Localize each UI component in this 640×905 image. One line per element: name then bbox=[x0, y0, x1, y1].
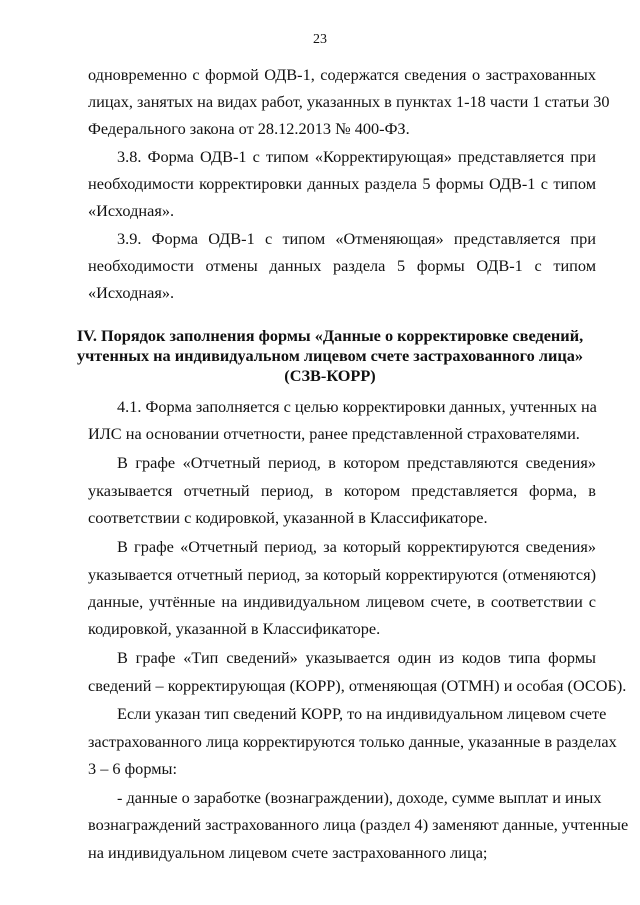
text-line: необходимости отмены данных раздела 5 формы ОДВ-1 с типом bbox=[88, 256, 596, 275]
text-line: Федерального закона от 28.12.2013 № 400-ФЗ. bbox=[88, 119, 410, 138]
text-line: В графе «Отчетный период, в котором представляются сведения» bbox=[117, 453, 596, 472]
text-line: Если указан тип сведений КОРР, то на индивидуальном лицевом счете bbox=[117, 704, 607, 723]
text-line: необходимости корректировки данных раздела 5 формы ОДВ-1 с типом bbox=[88, 174, 596, 193]
text-line: на индивидуальном лицевом счете застрахованного лица; bbox=[88, 843, 488, 862]
text-line: сведений – корректирующая (КОРР), отменяющая (ОТМН) и особая (ОСОБ). bbox=[88, 676, 627, 695]
text-line: «Исходная». bbox=[88, 283, 175, 302]
text-line: данные, учтённые на индивидуальном лицевом счете, в соответствии с bbox=[88, 592, 596, 611]
text-line: указывается отчетный период, за который корректируются (отменяются) bbox=[88, 565, 596, 584]
text-line: - данные о заработке (вознаграждении), доходе, сумме выплат и иных bbox=[117, 788, 602, 807]
section-heading: (СЗВ-КОРР) bbox=[284, 366, 376, 385]
text-line: указывается отчетный период, в котором представляется форма, в bbox=[88, 481, 596, 500]
text-line: одновременно с формой ОДВ-1, содержатся сведения о застрахованных bbox=[88, 65, 596, 84]
text-line: кодировкой, указанной в Классификаторе. bbox=[88, 619, 381, 638]
section-heading: учтенных на индивидуальном лицевом счете застрахованного лица» bbox=[76, 346, 584, 365]
text-line: соответствии с кодировкой, указанной в Классификаторе. bbox=[88, 508, 488, 527]
text-line: ИЛС на основании отчетности, ранее представленной страхователями. bbox=[88, 424, 580, 443]
text-line: вознаграждений застрахованного лица (раздел 4) заменяют данные, учтенные bbox=[88, 815, 629, 834]
page-number: 23 bbox=[313, 32, 327, 47]
text-line: 3.9. Форма ОДВ-1 с типом «Отменяющая» представляется при bbox=[117, 229, 596, 248]
text-line: 4.1. Форма заполняется с целью корректировки данных, учтенных на bbox=[117, 397, 597, 416]
text-line: 3.8. Форма ОДВ-1 с типом «Корректирующая» представляется при bbox=[117, 147, 596, 166]
text-line: В графе «Тип сведений» указывается один из кодов типа формы bbox=[117, 648, 596, 667]
text-line: «Исходная». bbox=[88, 201, 175, 220]
text-line: застрахованного лица корректируются только данные, указанные в разделах bbox=[88, 732, 617, 751]
text-line: 3 – 6 формы: bbox=[88, 759, 177, 778]
section-heading: IV. Порядок заполнения формы «Данные о корректировке сведений, bbox=[76, 326, 584, 345]
text-line: лицах, занятых на видах работ, указанных в пунктах 1-18 части 1 статьи 30 bbox=[88, 92, 610, 111]
text-line: В графе «Отчетный период, за который корректируются сведения» bbox=[117, 537, 596, 556]
